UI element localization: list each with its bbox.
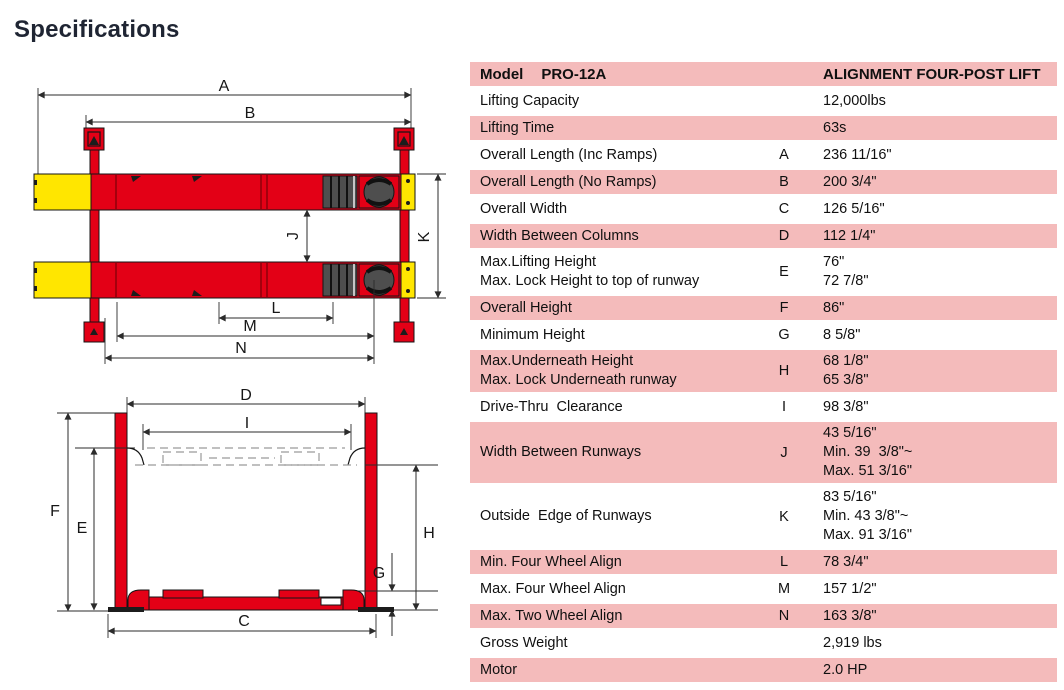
table-body (470, 89, 1057, 682)
column-baseplate (358, 607, 394, 612)
lowered-runway (128, 590, 364, 610)
specifications-table (470, 62, 1057, 685)
spec-letter: F (779, 300, 789, 316)
dimension-B (86, 105, 411, 130)
front-view-diagram (13, 388, 458, 653)
dimension-N (105, 318, 374, 364)
spec-value: 2,919 lbs (823, 634, 882, 651)
spec-label: Overall Length (Inc Ramps) (480, 146, 658, 163)
lift-posts (84, 128, 414, 342)
spec-value: 98 3/8" (823, 398, 869, 415)
top-view-diagram (13, 78, 463, 368)
column-baseplate (108, 607, 144, 612)
approach-ramp (34, 262, 91, 298)
spec-label: Lifting Capacity (480, 92, 580, 109)
spec-label: Max.Underneath Height Max. Lock Underneath runway (480, 353, 677, 388)
spec-letter: A (779, 147, 789, 163)
spec-letter: I (781, 399, 787, 415)
runway-bottom (34, 262, 415, 298)
spec-value: 163 3/8" (823, 607, 877, 624)
spec-value: 12,000lbs (823, 92, 886, 109)
model-value: PRO-12A (541, 65, 607, 83)
spec-row (470, 486, 1057, 547)
table-header-row (470, 62, 1057, 86)
spec-letter: C (778, 201, 790, 217)
dim-label-d: D (240, 388, 252, 404)
spec-row (470, 116, 1057, 140)
dim-label-f: F (50, 503, 60, 520)
spec-letter: B (779, 174, 789, 190)
dimension-D (127, 388, 365, 417)
spec-label: Width Between Runways (480, 444, 642, 460)
spec-letter: H (778, 363, 790, 379)
spec-value: 63s (823, 119, 847, 136)
approach-ramp (34, 174, 91, 210)
post-column (90, 210, 99, 262)
dim-label-l: L (271, 300, 281, 317)
spec-label: Max. Two Wheel Align (480, 607, 623, 624)
spec-row (470, 658, 1057, 682)
spec-letter: K (779, 508, 789, 525)
spec-value: 86" (823, 299, 845, 316)
spec-label: Overall Length (No Ramps) (480, 173, 657, 190)
wheel-stop-dashed (281, 452, 319, 465)
spec-row (470, 143, 1057, 167)
spec-row (470, 550, 1057, 574)
spec-label: Max.Lifting Height Max. Lock Height to top of runway (480, 254, 700, 289)
spec-label: Gross Weight (480, 634, 568, 651)
dim-label-b: B (244, 105, 256, 122)
spec-row (470, 89, 1057, 113)
left-column (115, 413, 127, 610)
dim-label-k: K (416, 231, 433, 243)
page-title: Specifications (14, 16, 180, 43)
wheel-stop (163, 590, 203, 598)
spec-value: 2.0 HP (823, 661, 868, 678)
dim-label-i: I (244, 415, 250, 432)
spec-row (470, 395, 1057, 419)
spec-row (470, 170, 1057, 194)
spec-letter: E (779, 264, 789, 280)
spec-row (470, 224, 1057, 248)
post-column (90, 150, 99, 174)
spec-value: 236 11/16" (823, 146, 892, 163)
spec-label: Overall Height (480, 299, 572, 316)
spec-label: Drive-Thru Clearance (480, 398, 623, 415)
dimension-F (50, 413, 115, 611)
model-cell (480, 66, 768, 83)
dimension-E (77, 448, 94, 610)
spec-value: 83 5/16" Min. 43 3/8"~ Max. 91 3/16" (823, 489, 912, 543)
spec-value: 157 1/2" (823, 580, 877, 597)
spec-letter: N (778, 608, 790, 624)
dimension-I (143, 415, 351, 450)
spec-label: Minimum Height (480, 326, 585, 343)
dimension-J (285, 210, 307, 262)
dim-label-a: A (218, 78, 230, 95)
spec-row (470, 350, 1057, 392)
spec-label: Motor (480, 661, 518, 678)
post-column (400, 298, 409, 322)
spec-row (470, 197, 1057, 221)
spec-letter: G (778, 327, 790, 343)
spec-value: 8 5/8" (823, 326, 861, 343)
spec-row (470, 422, 1057, 483)
dim-label-c: C (238, 613, 250, 630)
spec-row (470, 296, 1057, 320)
spec-value: 43 5/16" Min. 39 3/8"~ Max. 51 3/16" (823, 425, 913, 479)
product-name: ALIGNMENT FOUR-POST LIFT (823, 65, 1041, 83)
spec-value: 112 1/4" (823, 227, 876, 244)
spec-label: Max. Four Wheel Align (480, 580, 626, 597)
dim-label-g: G (372, 565, 386, 582)
spec-value: 76" 72 7/8" (823, 254, 869, 289)
model-label: Model (480, 65, 524, 83)
spec-letter: L (779, 554, 789, 570)
runway-top (34, 174, 415, 210)
dimension-L (219, 300, 333, 324)
spec-label: Min. Four Wheel Align (480, 553, 622, 570)
spec-label: Outside Edge of Runways (480, 508, 652, 524)
dim-label-j: J (285, 232, 302, 240)
dim-label-h: H (423, 525, 435, 542)
dim-label-n: N (235, 340, 247, 357)
spec-value: 68 1/8" 65 3/8" (823, 353, 869, 388)
wheel-stop (279, 590, 319, 598)
spec-letter: M (777, 581, 791, 597)
spec-value: 200 3/4" (823, 173, 877, 190)
post-column (90, 298, 99, 322)
spec-value: 126 5/16" (823, 200, 885, 217)
spec-letter: D (778, 228, 790, 244)
spec-letter: J (780, 444, 788, 461)
spec-row (470, 577, 1057, 601)
spec-row (470, 323, 1057, 347)
dimension-M (117, 302, 374, 342)
spec-row (470, 604, 1057, 628)
dimension-K (416, 174, 446, 298)
post-column (400, 210, 409, 262)
spec-label: Width Between Columns (480, 227, 639, 244)
spec-row (470, 251, 1057, 293)
post-column (400, 150, 409, 174)
dim-label-m: M (243, 318, 257, 335)
dimension-C (108, 613, 376, 638)
spec-label: Overall Width (480, 200, 568, 217)
spec-value: 78 3/4" (823, 553, 869, 570)
spec-label: Lifting Time (480, 119, 555, 136)
dim-label-e: E (76, 520, 88, 537)
spec-row (470, 631, 1057, 655)
wheel-stop-dashed (163, 452, 201, 465)
